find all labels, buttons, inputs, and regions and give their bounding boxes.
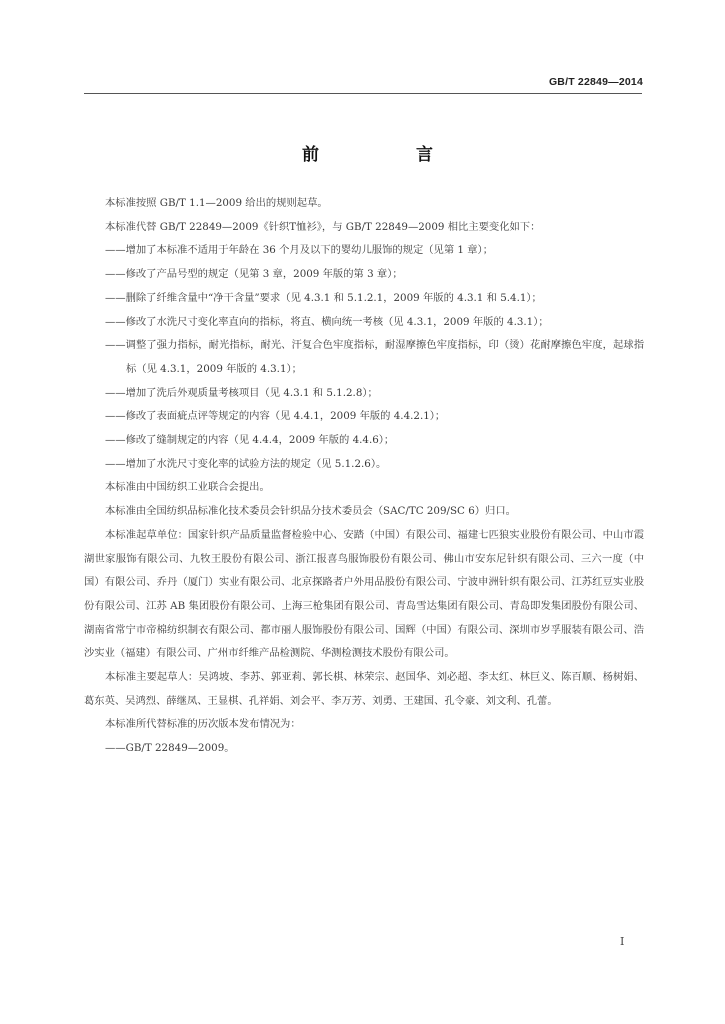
body-paragraph: 本标准按照 GB/T 1.1—2009 给出的规则起草。	[105, 197, 328, 209]
change-list-item: ——修改了表面疵点评等规定的内容（见 4.4.1，2009 年版的 4.4.2.1）；	[105, 410, 446, 423]
body-paragraph: 本标准主要起草人：吴鸿坡、李苏、郭亚莉、郭长棋、林荣宗、赵国华、刘必超、李太红、林巨义、陈百顺、杨树娟、葛东英、吴鸿烈、薛继凤、王显棋、孔祥娟、刘会平、李万芳、刘勇、王建国、孔令豪、刘文利、孔蕾。	[84, 671, 644, 707]
page-number: I	[620, 935, 625, 948]
header-rule	[84, 93, 642, 94]
body-paragraph: 本标准起草单位：国家针织产品质量监督检验中心、安踏（中国）有限公司、福建七匹狼实业股份有限公司、中山市霞湖世家服饰有限公司、九牧王股份有限公司、浙江报喜鸟服饰股份有限公司、佛山市安东尼针织有限公司、三六一度（中国）有限公司、乔丹（厦门）实业有限公司、北京探路者户外用品股份有限公司、宁波申洲针织有限公司、江苏红豆实业股份有限公司、江苏 AB 集团股份有限公司、上海三枪集团有限公司、青岛雪达集团有限公司、青岛即发集团股份有限公司、湖南省常宁市帝棉纺织制衣有限公司、都市丽人服饰股份有限公司、国辉（中国）有限公司、深圳市岁孚服装有限公司、浩沙实业（福建）有限公司、广州市纤维产品检测院、华测检测技术股份有限公司。	[84, 528, 644, 660]
change-list-item: ——增加了水洗尺寸变化率的试验方法的规定（见 5.1.2.6）。	[105, 457, 387, 470]
change-list-item: ——增加了本标准不适用于年龄在 36 个月及以下的婴幼儿服饰的规定（见第 1 章）；	[105, 244, 493, 257]
body-paragraph: 本标准由全国纺织品标准化技术委员会针织品分技术委员会（SAC/TC 209/SC 6）归口。	[105, 505, 516, 518]
change-list-item: ——调整了强力指标，耐光指标，耐光、汗复合色牢度指标，耐湿摩擦色牢度指标，印（烫）花耐摩擦色牢度，起球指标（见 4.3.1，2009 年版的 4.3.1）；	[105, 339, 644, 375]
change-list-item: ——增加了洗后外观质量考核项目（见 4.3.1 和 5.1.2.8）；	[105, 386, 378, 399]
foreword-body	[84, 192, 644, 761]
body-paragraph: 本标准由中国纺织工业联合会提出。	[105, 481, 270, 494]
body-paragraph: 本标准代替 GB/T 22849—2009《针织T恤衫》，与 GB/T 22849—2009 相比主要变化如下：	[105, 220, 541, 233]
change-list-item: ——修改了水洗尺寸变化率直向的指标，将直、横向统一考核（见 4.3.1，2009 年版的 4.3.1）；	[105, 315, 549, 328]
body-paragraph: 本标准所代替标准的历次版本发布情况为：	[105, 718, 301, 731]
change-list-item: ——删除了纤维含量中“净干含量”要求（见 4.3.1 和 5.1.2.1，2009 年版的 4.3.1 和 5.4.1）；	[105, 291, 542, 304]
standard-code: GB/T 22849—2014	[548, 76, 643, 88]
change-list-item: ——GB/T 22849—2009。	[105, 742, 235, 755]
change-list-item: ——修改了产品号型的规定（见第 3 章，2009 年版的第 3 章）；	[105, 268, 403, 281]
change-list-item: ——修改了缝制规定的内容（见 4.4.4，2009 年版的 4.4.6）；	[105, 434, 395, 447]
page-title: 前 言	[302, 145, 473, 165]
